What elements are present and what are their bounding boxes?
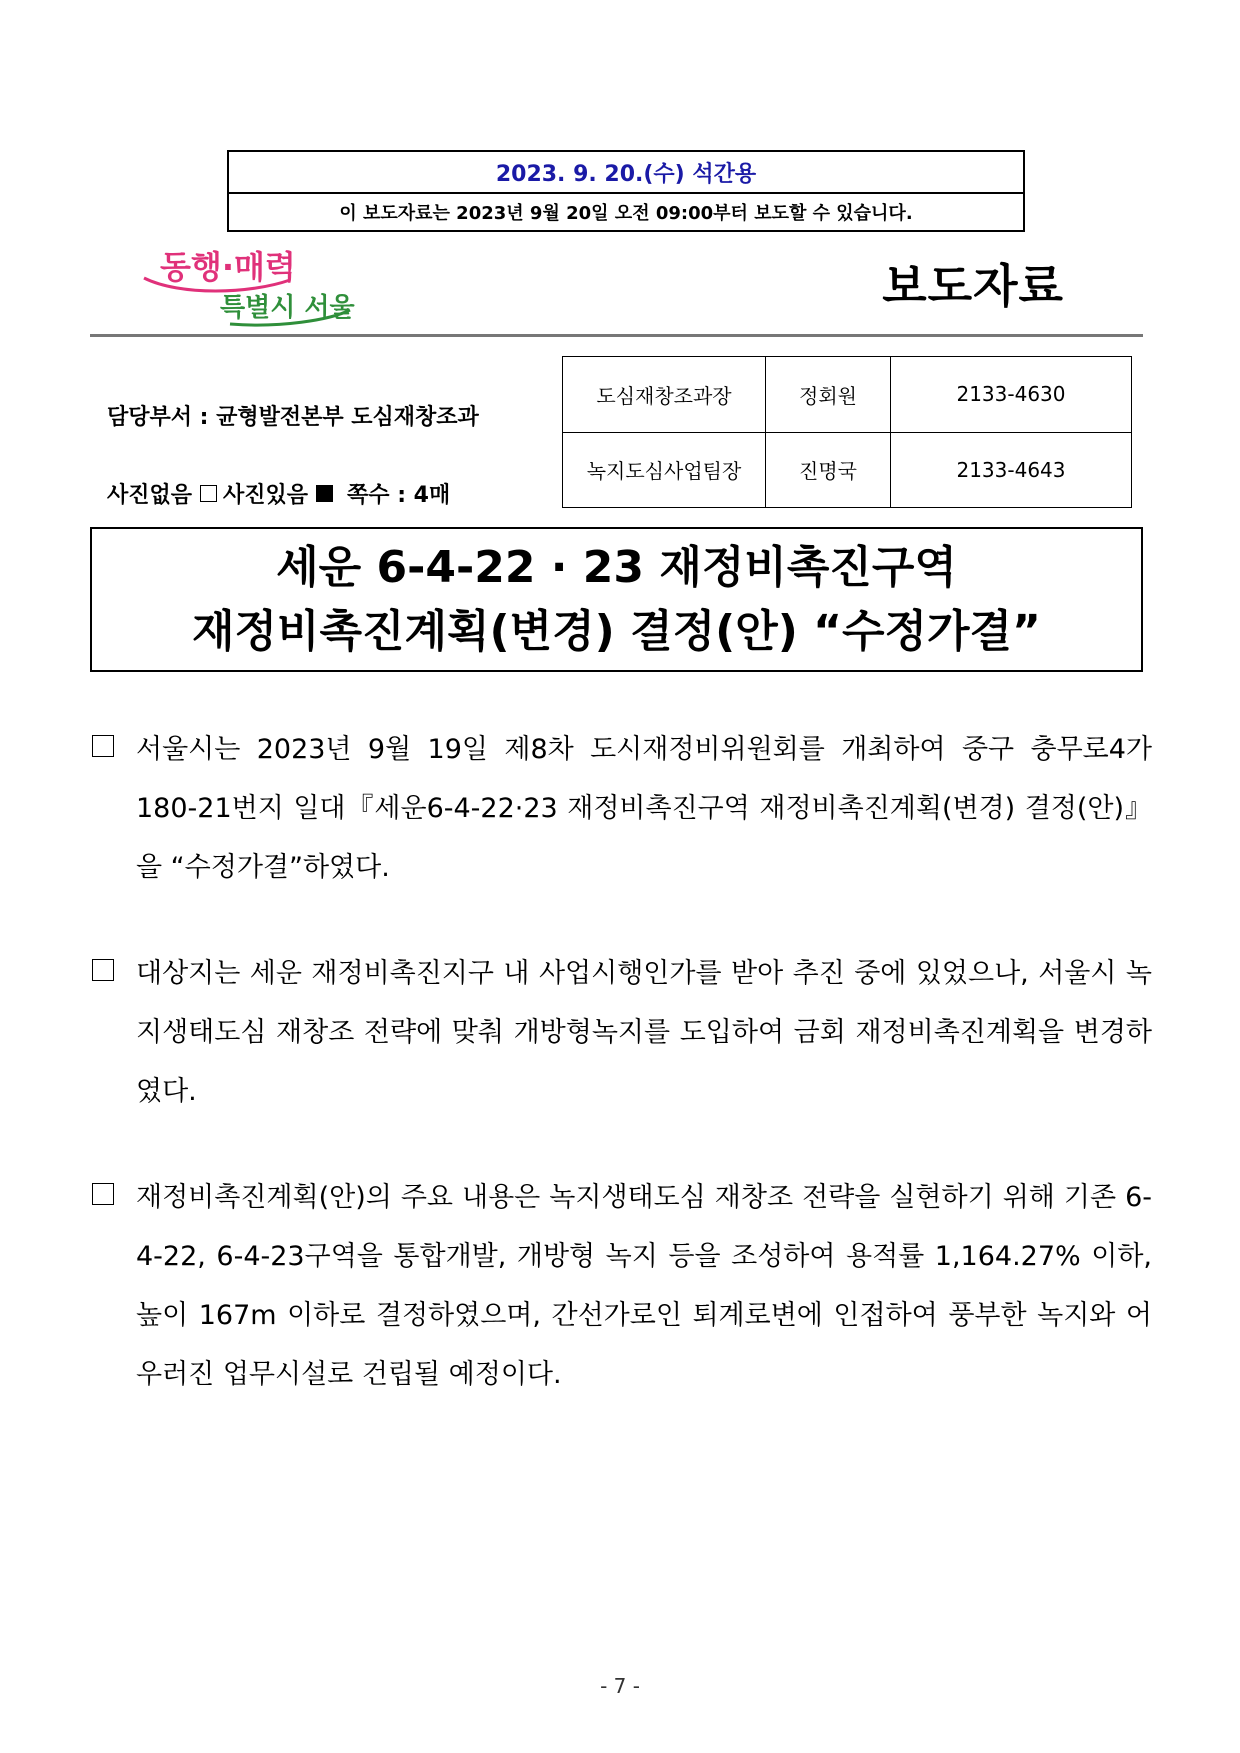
paragraph-text: 재정비촉진계획(안)의 주요 내용은 녹지생태도심 재창조 전략을 실현하기 위해 기존 6-4-22, 6-4-23구역을 통합개발, 개방형 녹지 등을 조성하여 용적률 1,164.27% 이하, 높이 167m 이하로 결정하였으며, 간선가로인 퇴계로변에 인접하여 풍부한 녹지와 어우러진 업무시설로 건립될 예정이다. xyxy=(136,1182,1152,1390)
headline-box xyxy=(90,527,1143,672)
embargo-date: 2023. 9. 20.(수) 석간용 xyxy=(229,152,1023,194)
headline-line2: 재정비촉진계획(변경) 결정(안) “수정가결” xyxy=(192,605,1041,657)
table-row xyxy=(563,432,1132,508)
bullet-box-icon xyxy=(92,959,114,981)
table-row xyxy=(563,357,1132,433)
contacts-table xyxy=(562,356,1132,508)
paragraph xyxy=(90,944,1152,1121)
pages-label: 쪽수 : 4매 xyxy=(347,483,451,508)
contact-phone: 2133-4630 xyxy=(891,357,1132,433)
paragraph-text: 대상지는 세운 재정비촉진지구 내 사업시행인가를 받아 추진 중에 있었으나, 서울시 녹지생태도심 재창조 전략에 맞춰 개방형녹지를 도입하여 금회 재정비촉진계획을 변경하였다. xyxy=(136,958,1152,1107)
photo-status xyxy=(107,478,450,509)
embargo-note: 이 보도자료는 2023년 9월 20일 오전 09:00부터 보도할 수 있습니다. xyxy=(339,203,913,224)
headline-line1: 세운 6-4-22 · 23 재정비촉진구역 xyxy=(276,541,957,593)
paragraph xyxy=(90,720,1152,897)
page-number: - 7 - xyxy=(600,1674,640,1698)
no-photo-checkbox-icon xyxy=(200,485,217,502)
header-divider xyxy=(90,334,1143,337)
contact-title: 도심재창조과장 xyxy=(563,357,766,433)
paragraph-text: 서울시는 2023년 9월 19일 제8차 도시재정비위원회를 개최하여 중구 충무로4가 180-21번지 일대『세운6-4-22·23 재정비촉진구역 재정비촉진계획(변경) 결정(안)』을 “수정가결”하였다. xyxy=(136,734,1152,883)
document-type: 보도자료 xyxy=(882,259,1064,313)
bullet-box-icon xyxy=(92,1183,114,1205)
has-photo-label: 사진있음 xyxy=(223,483,309,508)
logo-line1: 동행·매력 xyxy=(160,248,296,286)
paragraph xyxy=(90,1168,1152,1404)
contact-name: 진명국 xyxy=(766,432,891,508)
contact-title: 녹지도심사업팀장 xyxy=(563,432,766,508)
has-photo-checkbox-icon xyxy=(316,485,333,502)
no-photo-label: 사진없음 xyxy=(107,483,193,508)
bullet-box-icon xyxy=(92,735,114,757)
contact-phone: 2133-4643 xyxy=(891,432,1132,508)
logo-line2: 특별시 서울 xyxy=(220,293,355,323)
contact-name: 정회원 xyxy=(766,357,891,433)
embargo-box xyxy=(227,150,1025,232)
body-paragraphs xyxy=(90,720,1152,1451)
seoul-logo xyxy=(140,244,380,328)
department: 담당부서 : 균형발전본부 도심재창조과 xyxy=(107,405,479,430)
